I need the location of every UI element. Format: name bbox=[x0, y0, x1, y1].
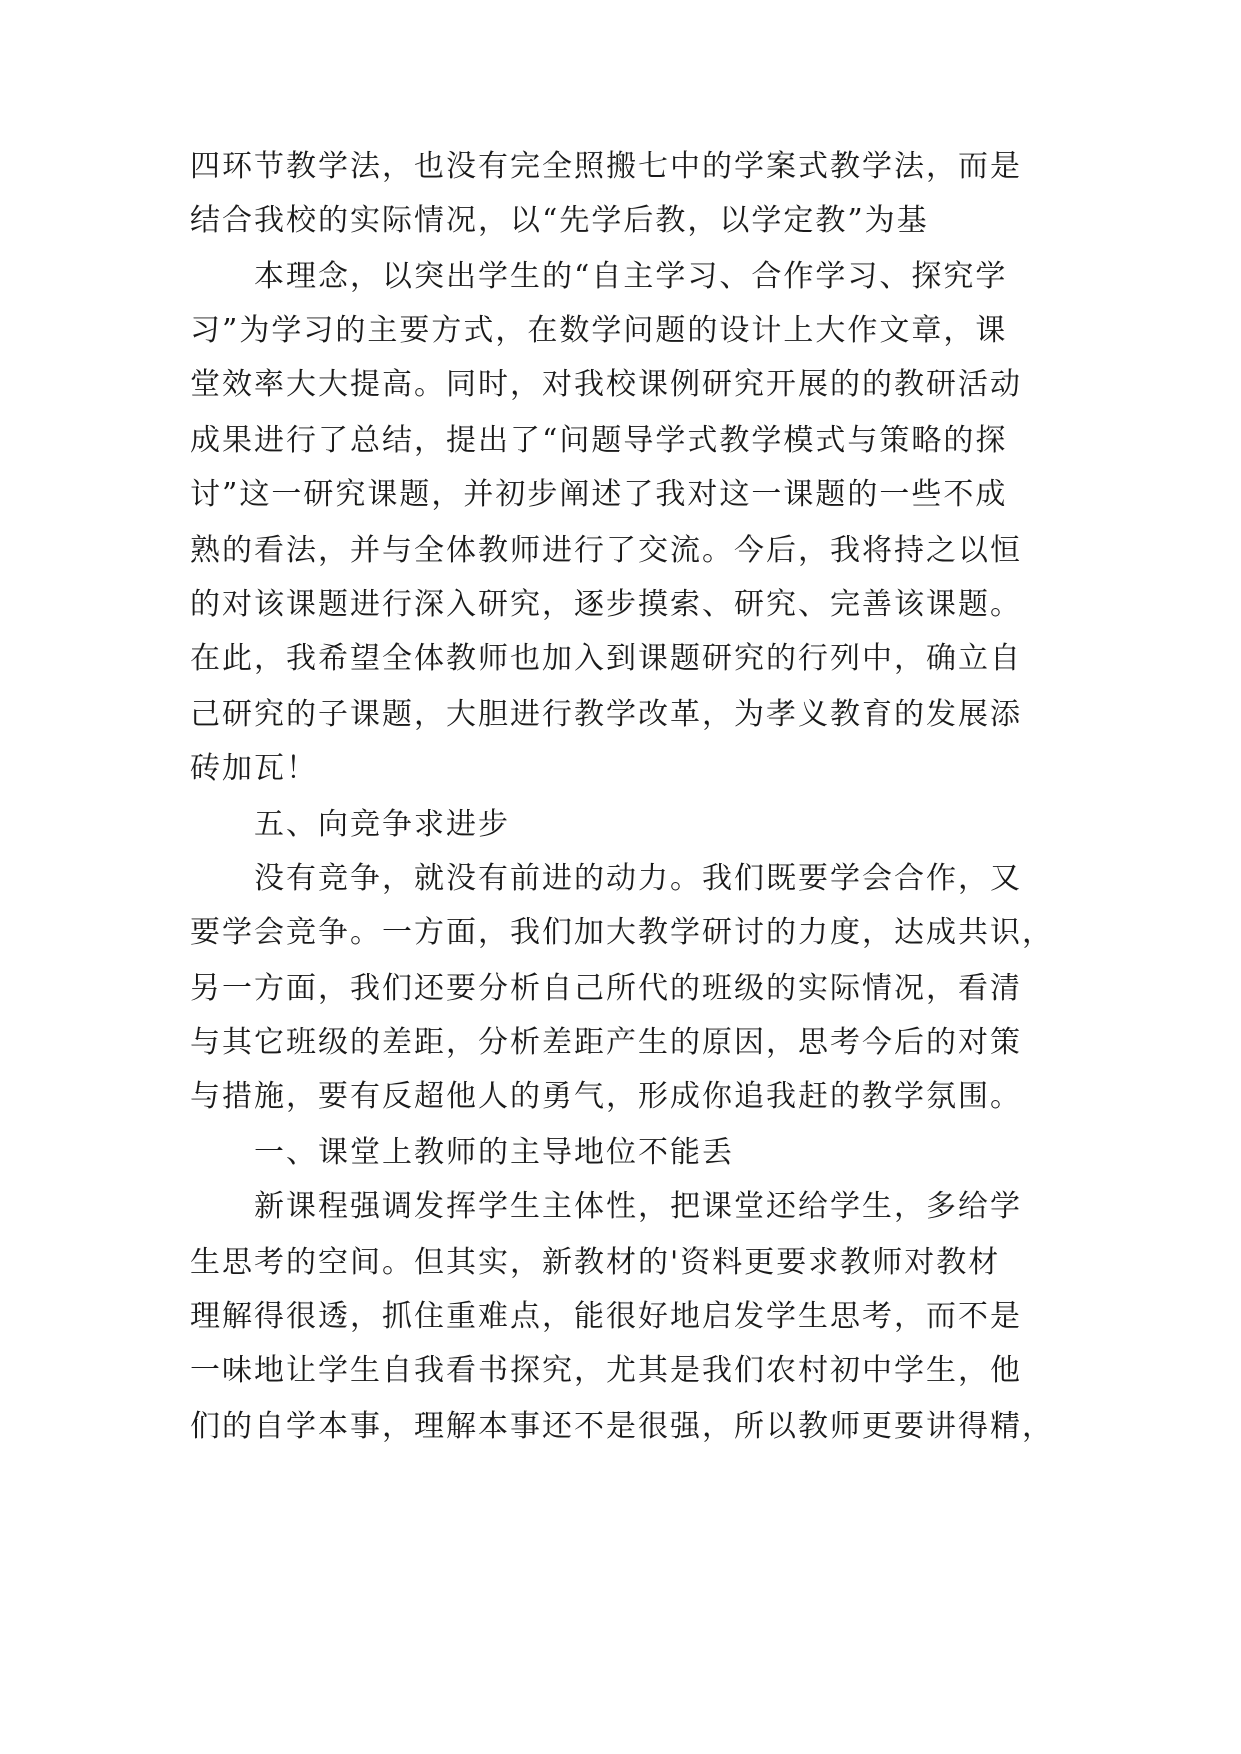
text-line: 们的自学本事，理解本事还不是很强，所以教师更要讲得精， bbox=[190, 1409, 1054, 1444]
text-line: 堂效率大大提高。同时，对我校课例研究开展的的教研活动 bbox=[190, 367, 1022, 402]
text-line: 与措施，要有反超他人的勇气，形成你追我赶的教学氛围。 bbox=[190, 1079, 1022, 1114]
text-line: 习”为学习的主要方式，在数学问题的设计上大作文章，课 bbox=[190, 313, 1008, 348]
paragraph-start-line: 本理念，以突出学生的“自主学习、合作学习、探究学 bbox=[254, 259, 1008, 294]
text-line: 砖加瓦！ bbox=[190, 751, 318, 786]
text-line: 在此，我希望全体教师也加入到课题研究的行列中，确立自 bbox=[190, 641, 1022, 676]
section-heading: 一、课堂上教师的主导地位不能丢 bbox=[254, 1135, 734, 1170]
paragraph-start-line: 新课程强调发挥学生主体性，把课堂还给学生，多给学 bbox=[254, 1189, 1022, 1224]
text-line: 另一方面，我们还要分析自己所代的班级的实际情况，看清 bbox=[190, 971, 1022, 1006]
text-line: 四环节教学法，也没有完全照搬七中的学案式教学法，而是 bbox=[190, 149, 1022, 184]
text-line: 的对该课题进行深入研究，逐步摸索、研究、完善该课题。 bbox=[190, 587, 1022, 622]
text-line: 与其它班级的差距，分析差距产生的原因，思考今后的对策 bbox=[190, 1025, 1022, 1060]
text-line: 己研究的子课题，大胆进行教学改革，为孝义教育的发展添 bbox=[190, 697, 1022, 732]
section-heading: 五、向竞争求进步 bbox=[254, 807, 510, 842]
text-line: 一味地让学生自我看书探究，尤其是我们农村初中学生，他 bbox=[190, 1353, 1022, 1388]
text-line: 讨”这一研究课题，并初步阐述了我对这一课题的一些不成 bbox=[190, 477, 1008, 512]
text-line: 熟的看法，并与全体教师进行了交流。今后，我将持之以恒 bbox=[190, 533, 1022, 568]
text-line: 理解得很透，抓住重难点，能很好地启发学生思考，而不是 bbox=[190, 1299, 1022, 1334]
text-line: 生思考的空间。但其实，新教材的'资料更要求教师对教材 bbox=[190, 1245, 1001, 1280]
text-line: 结合我校的实际情况，以“先学后教，以学定教”为基 bbox=[190, 203, 929, 238]
text-line: 要学会竞争。一方面，我们加大教学研讨的力度，达成共识， bbox=[190, 915, 1054, 950]
text-line: 成果进行了总结，提出了“问题导学式教学模式与策略的探 bbox=[190, 423, 1008, 458]
paragraph-start-line: 没有竞争，就没有前进的动力。我们既要学会合作，又 bbox=[254, 861, 1022, 896]
